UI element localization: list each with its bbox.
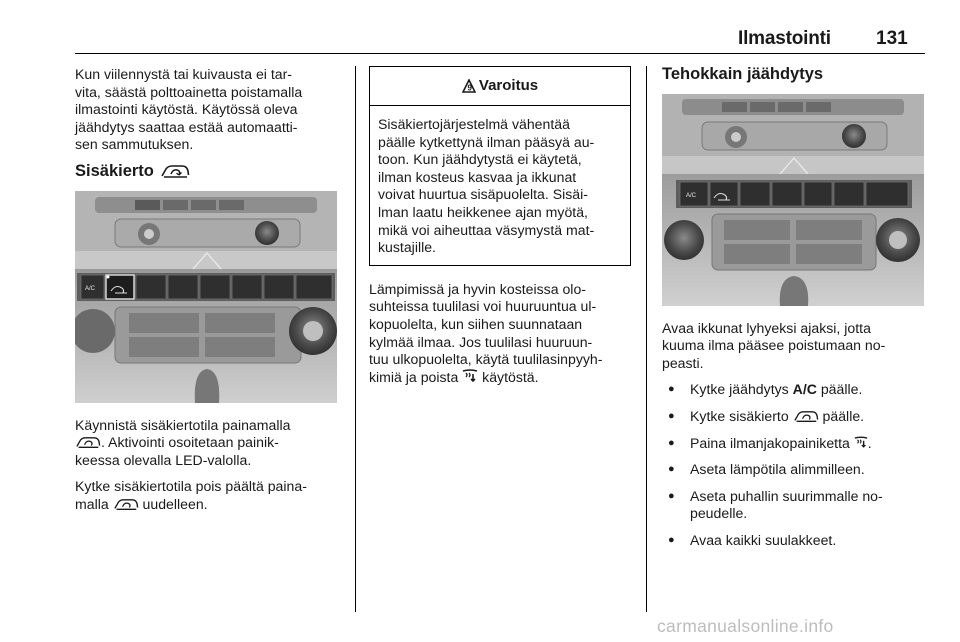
section-heading-sisakierto: Sisäkierto xyxy=(75,163,343,181)
header-divider xyxy=(75,53,925,54)
intro-paragraph: Avaa ikkunat lyhyeksi ajaksi, jotta kuuma ilma pääsee poistumaan no- peasti. xyxy=(662,319,886,371)
ac-label: A/C xyxy=(792,381,817,398)
warning-triangle-icon xyxy=(462,79,476,93)
column-1 xyxy=(75,66,343,523)
list-item: ● Aseta lämpötila alimmilleen. xyxy=(662,461,926,479)
warning-text: Sisäkiertojärjestelmä vähentää päälle kytkettynä ilman pääsyä au- toon. Kun jäähdytystä ei käytetä, ilman kosteus kasvaa ja ikkunat voivat huurtua sisäpuolelta. Sisäi- lman laatu heikkenee ajan myötä, mikä voi aiheuttaa väsymystä mat- kustajille. xyxy=(378,116,595,256)
svg-text:A/C: A/C xyxy=(85,285,96,292)
recirculation-icon xyxy=(793,411,819,423)
page-number: 131 xyxy=(876,28,908,49)
column-2 xyxy=(369,66,631,395)
intro-paragraph: Kun viilennystä tai kuivausta ei tar- vita, säästä polttoainetta poistamalla ilmastointi käytöstä. Käytössä oleva jäähdytys saattaa estää automaatti- sen sammutuksen. xyxy=(75,66,303,153)
paragraph-activate: Käynnistä sisäkiertotila painamalla . Aktivointi osoitetaan painik- keessa olevalla LED-valolla. xyxy=(75,416,291,468)
column-divider-2 xyxy=(646,66,647,612)
recirculation-icon xyxy=(75,437,101,449)
page-title: Ilmastointi xyxy=(738,28,831,49)
svg-text:A/C: A/C xyxy=(686,192,697,199)
cooling-steps-list xyxy=(662,381,926,549)
paragraph-deactivate: Kytke sisäkiertotila pois päältä paina- malla uudelleen. xyxy=(75,478,307,512)
list-item: ● Kytke jäähdytys A/C päälle. xyxy=(662,381,926,399)
windshield-airflow-icon xyxy=(854,436,868,448)
list-item: ● Kytke sisäkierto päälle. xyxy=(662,408,926,426)
list-item: ● Aseta puhallin suurimmalle no- peudelle. xyxy=(662,488,926,523)
svg-text:9: 9 xyxy=(467,83,472,93)
column-divider-1 xyxy=(355,66,356,612)
list-item: ● Paina ilmanjakopainiketta . xyxy=(662,435,926,453)
column-3 xyxy=(662,66,926,559)
climate-control-figure xyxy=(662,94,924,306)
warning-header xyxy=(370,67,630,106)
watermark: carmanualsonline.info xyxy=(657,616,834,636)
section-heading-tehokkain: Tehokkain jäähdytys xyxy=(662,65,824,83)
list-item: ● Avaa kaikki suulakkeet. xyxy=(662,532,926,550)
recirculation-icon xyxy=(160,165,190,179)
warning-box xyxy=(369,66,631,266)
windshield-airflow-icon xyxy=(462,369,478,382)
warning-title: Varoitus xyxy=(478,77,539,95)
paragraph-windshield: Lämpimissä ja hyvin kosteissa olo- suhteissa tuulilasi voi huuruuntua ul- kopuolelta, kun siihen suunnataan kylmää ilmaa. Jos tuulilasi huuruun- tuu ulkopuolelta, käytä tuulilasinpyyh- kimiä ja poista käytöstä. xyxy=(369,280,603,385)
recirculation-button-figure xyxy=(75,191,337,403)
recirculation-icon xyxy=(113,499,139,511)
